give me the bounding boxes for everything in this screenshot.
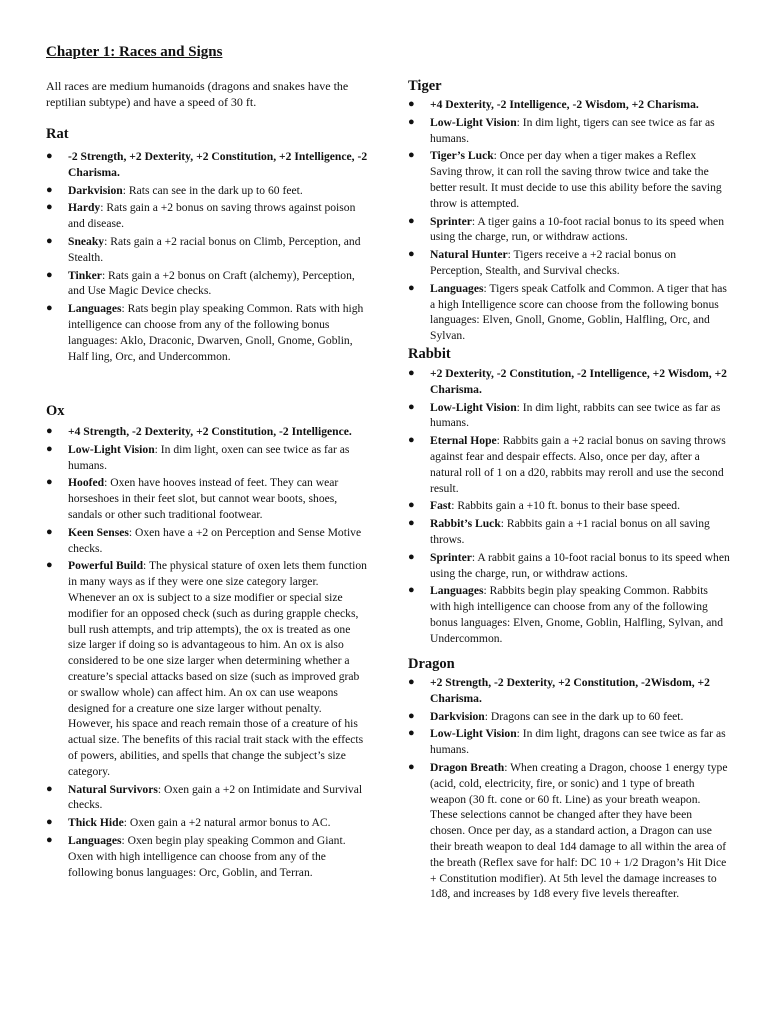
trait-item [408, 366, 730, 398]
trait-item [46, 442, 368, 474]
bullet-icon: ● [46, 183, 53, 196]
trait-item [408, 400, 730, 432]
trait-list-ox [46, 424, 368, 882]
trait-description: : Rats gain a +2 racial bonus on Climb, Perception, and Stealth. [68, 234, 361, 264]
trait-description: : The physical stature of oxen lets them function in many ways as if they were one size category larger. Whenever an ox is subject to a size modifier or special size modifier for an opposed check (such as during grapple checks, bull rush attempts, and trip attempts), the ox is treated as one size larger if doing so is advantageous to him. An ox is also considered to be one size larger when determining whether a creature’s special attacks based on size (such as improved grab or swallow whole) can affect him. An ox can use weapons designed for a creature one size larger without penalty. However, his space and reach remain those of a creature of his actual size. The benefits of this racial trait stack with the effects of powers, abilities, and spells that change the subject’s size category. [68, 559, 367, 778]
trait-item [408, 726, 730, 758]
bullet-icon: ● [46, 201, 53, 214]
trait-name: Sprinter [430, 550, 472, 564]
trait-description: : Rabbits gain a +2 racial bonus on saving throws against fear and despair effects. Also, once per day, after a natural roll of 1 on a d20, rabbits may reroll and use the second result. [430, 434, 726, 495]
intro-paragraph: All races are medium humanoids (dragons and snakes have the reptilian subtype) and have a speed of 30 ft. [46, 79, 349, 109]
trait-item [408, 675, 730, 707]
trait-description: : In dim light, oxen can see twice as far as humans. [68, 442, 350, 472]
trait-name: Tinker [68, 268, 102, 282]
trait-item [46, 200, 368, 232]
trait-description: : Rats gain a +2 bonus on saving throws against poison and disease. [68, 201, 356, 231]
bullet-icon: ● [408, 367, 415, 379]
trait-item [408, 498, 730, 514]
bullet-icon: ● [46, 559, 53, 572]
bullet-icon: ● [408, 499, 415, 512]
trait-name: Darkvision [430, 709, 485, 723]
race-heading-rabbit: Rabbit [408, 346, 451, 362]
bullet-icon: ● [408, 214, 415, 227]
trait-item [46, 183, 368, 199]
race-heading-ox: Ox [46, 403, 65, 419]
trait-item [46, 815, 368, 831]
trait-item [46, 558, 368, 779]
trait-description: : Rats begin play speaking Common. Rats with high intelligence can choose from any of the following bonus languages: Aklo, Draconic, Dwarven, Gnoll, Gnome, Goblin, Half ling, Orc, and Undercommon. [68, 302, 364, 363]
bullet-icon: ● [46, 833, 53, 846]
bullet-icon: ● [46, 150, 53, 162]
trait-description: : Oxen have hooves instead of feet. They can wear horseshoes in their feet slot, but cannot wear boots, shoes, sandals or other such traditional footwear. [68, 476, 339, 521]
bullet-icon: ● [408, 248, 415, 261]
trait-name: Natural Hunter [430, 248, 508, 262]
trait-item [46, 475, 368, 522]
trait-list-dragon [408, 675, 730, 904]
bullet-icon: ● [408, 149, 415, 162]
trait-name: Fast [430, 499, 452, 513]
bullet-icon: ● [408, 434, 415, 447]
trait-item [408, 516, 730, 548]
trait-name: Languages [68, 833, 122, 847]
chapter-title: Chapter 1: Races and Signs [46, 44, 223, 60]
trait-name: Hardy [68, 201, 101, 215]
trait-item [408, 148, 730, 211]
bullet-icon: ● [46, 234, 53, 247]
trait-name: +4 Strength, -2 Dexterity, +2 Constitution, -2 Intelligence. [68, 425, 352, 438]
trait-item [46, 525, 368, 557]
bullet-icon: ● [46, 425, 53, 437]
trait-item [408, 709, 730, 725]
trait-name: Darkvision [68, 183, 123, 197]
trait-item [46, 149, 368, 181]
trait-description: : Oxen have a +2 on Perception and Sense Motive checks. [68, 525, 362, 555]
trait-item [46, 268, 368, 300]
trait-description: : In dim light, rabbits can see twice as far as humans. [430, 400, 721, 430]
trait-item [408, 550, 730, 582]
trait-description: : Rabbits gain a +10 ft. bonus to their base speed. [451, 499, 680, 513]
trait-description: : Rats gain a +2 bonus on Craft (alchemy), Perception, and Use Magic Device checks. [68, 268, 355, 298]
trait-name: Rabbit’s Luck [430, 517, 501, 531]
trait-name: Low-Light Vision [430, 400, 517, 414]
trait-name: Keen Senses [68, 525, 129, 539]
trait-name: +2 Strength, -2 Dexterity, +2 Constitution, -2Wisdom, +2 Charisma. [430, 676, 710, 705]
trait-description: : Oxen gain a +2 natural armor bonus to AC. [123, 816, 331, 830]
trait-name: Eternal Hope [430, 434, 497, 448]
trait-name: Low-Light Vision [430, 115, 517, 129]
trait-name: Languages [430, 584, 484, 598]
trait-name: Sneaky [68, 234, 105, 248]
trait-description: : Tigers speak Catfolk and Common. A tiger that has a high Intelligence score can choose from the following bonus languages: Elven, Gnoll, Gnome, Goblin, Halfling, Orc, and Sylvan. [430, 281, 727, 343]
trait-description: : A rabbit gains a 10-foot racial bonus to its speed when using the charge, run, or withdraw actions. [430, 550, 730, 580]
race-heading-dragon: Dragon [408, 656, 455, 672]
trait-item [46, 424, 368, 440]
bullet-icon: ● [46, 782, 53, 795]
bullet-icon: ● [46, 525, 53, 538]
trait-name: Thick Hide [68, 816, 124, 830]
trait-item [408, 433, 730, 496]
bullet-icon: ● [408, 517, 415, 530]
bullet-icon: ● [408, 550, 415, 563]
trait-item [408, 247, 730, 279]
trait-name: Low-Light Vision [68, 442, 155, 456]
bullet-icon: ● [46, 442, 53, 455]
trait-item [46, 833, 368, 880]
trait-item [408, 760, 730, 902]
trait-item [46, 782, 368, 814]
trait-name: Natural Survivors [68, 782, 158, 796]
bullet-icon: ● [408, 760, 415, 773]
race-heading-rat: Rat [46, 126, 69, 142]
trait-item [408, 281, 730, 344]
trait-name: -2 Strength, +2 Dexterity, +2 Constitution, +2 Intelligence, -2 Charisma. [68, 150, 368, 179]
trait-description: : A tiger gains a 10-foot racial bonus to its speed when using the charge, run, or withdraw actions. [430, 214, 724, 244]
trait-name: +2 Dexterity, -2 Constitution, -2 Intelligence, +2 Wisdom, +2 Charisma. [430, 367, 727, 396]
trait-name: Tiger’s Luck [430, 149, 494, 163]
trait-list-rabbit [408, 366, 730, 649]
bullet-icon: ● [408, 98, 415, 110]
bullet-icon: ● [46, 268, 53, 281]
bullet-icon: ● [46, 302, 53, 315]
trait-name: Powerful Build [68, 559, 144, 573]
bullet-icon: ● [408, 727, 415, 740]
race-heading-tiger: Tiger [408, 78, 442, 94]
trait-description: : Rabbits begin play speaking Common. Rabbits with high intelligence can choose from any of the following bonus languages: Elven, Gnome, Goblin, Halfling, Sylvan, and Undercommon. [430, 584, 724, 645]
trait-item [46, 234, 368, 266]
trait-name: Sprinter [430, 214, 472, 228]
trait-description: : Rabbits gain a +1 racial bonus on all saving throws. [430, 517, 710, 546]
trait-list-rat [46, 149, 368, 366]
trait-item [408, 115, 730, 147]
trait-description: : Tigers receive a +2 racial bonus on Perception, Stealth, and Survival checks. [430, 248, 677, 277]
trait-name: +4 Dexterity, -2 Intelligence, -2 Wisdom, +2 Charisma. [430, 98, 699, 111]
trait-description: : In dim light, dragons can see twice as far as humans. [430, 727, 726, 757]
bullet-icon: ● [408, 709, 415, 722]
trait-name: Languages [430, 281, 484, 295]
trait-description: : Once per day when a tiger makes a Reflex Saving throw, it can roll the saving throw twice and take the better result. It must decide to use this ability before the saving throw is attempted. [430, 149, 722, 210]
trait-name: Languages [68, 302, 122, 316]
bullet-icon: ● [408, 676, 415, 688]
trait-name: Hoofed [68, 476, 105, 490]
trait-description: : Dragons can see in the dark up to 60 feet. [484, 709, 684, 723]
trait-item [408, 97, 730, 113]
bullet-icon: ● [408, 584, 415, 597]
trait-name: Low-Light Vision [430, 727, 517, 741]
bullet-icon: ● [408, 115, 415, 128]
trait-description: : Oxen begin play speaking Common and Giant. Oxen with high intelligence can choose from any of the following bonus languages: Orc, Goblin, and Terran. [68, 833, 346, 879]
bullet-icon: ● [46, 816, 53, 829]
trait-list-tiger [408, 97, 730, 346]
trait-description: : When creating a Dragon, choose 1 energy type (acid, cold, electricity, fire, or sonic) and 1 type of breath weapon (30 ft. cone or 60 ft. Line) as your breath weapon. These selections cannot be changed after they have been chosen. Once per day, as a standard action, a Dragon can use their breath weapon to deal 1d4 damage to all within the area of the breath (Reflex save for half: DC 10 + 1/2 Dragon’s Hit Dice + Constitution modifier). At 5th level the damage increases to 1d8, and increases by 1d8 every five levels thereafter. [430, 760, 728, 901]
trait-description: : Rats can see in the dark up to 60 feet. [122, 183, 303, 197]
trait-name: Dragon Breath [430, 760, 505, 774]
bullet-icon: ● [408, 400, 415, 413]
bullet-icon: ● [408, 281, 415, 294]
trait-description: : In dim light, tigers can see twice as far as humans. [430, 115, 715, 145]
trait-description: : Oxen gain a +2 on Intimidate and Survival checks. [68, 782, 363, 812]
bullet-icon: ● [46, 476, 53, 489]
trait-item [46, 301, 368, 364]
trait-item [408, 214, 730, 246]
trait-item [408, 583, 730, 646]
